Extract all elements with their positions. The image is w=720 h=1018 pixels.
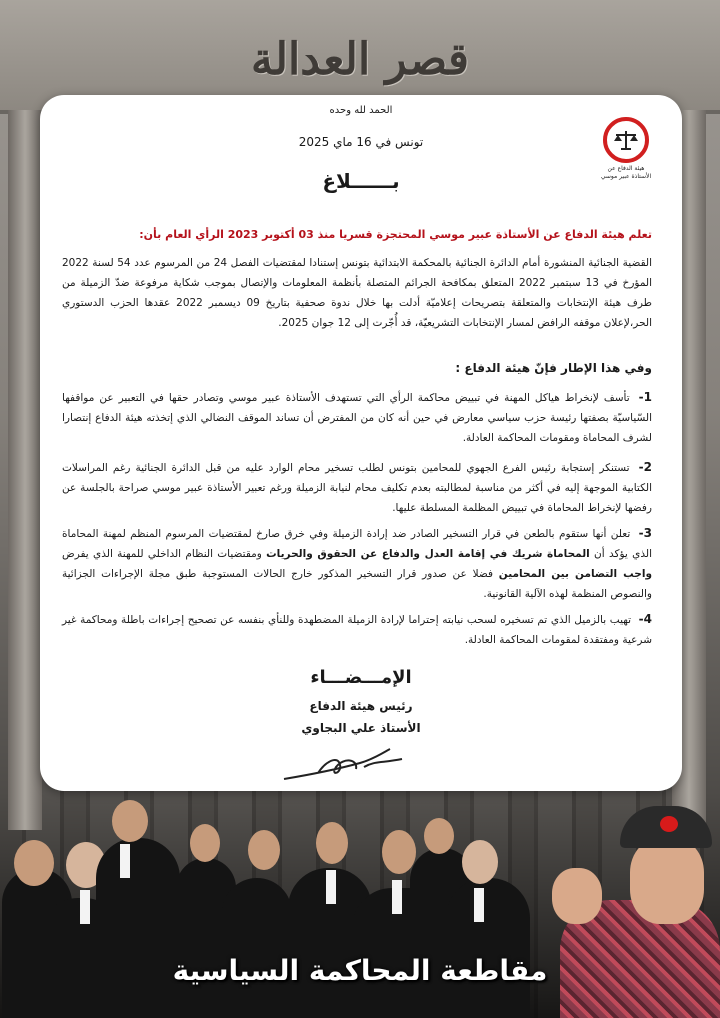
paragraph-case: القضية الجنائية المنشورة أمام الدائرة الجنائية بالمحكمة الابتدائية بتونس إستنادا لمقتضيات الفصل 24 من المرسوم عدد 54 لسنة 2022 المؤرخ في 13 سبتمبر 2022 المتعلق بمكافحة الجرائم المتصلة بأنظمة المعلومات والإتصال بموجب شكاية مرفوعة ضدّ الزميلة من طرف هيئة الإنتخابات والمتعلقة بتصريحات إعلاميّة أدلت بها خلال ندوة صحفية بتاريخ 09 ديسمبر 2022 عقدها الحزب الدستوري الحر،لإعلان موقفه الرافض لمسار الإنتخابات التشريعيّة، قد أُجّرت إلى 12 جوان 2025.: [62, 257, 653, 329]
woman-portrait-hand: [552, 868, 602, 924]
point-number: 4-: [638, 612, 652, 626]
point-text: فضلا عن صدور قرار التسخير المذكور خارج الحالات المستوجبة طبق مجلة الإجراءات الجزائية والنصوص المنظمة لهذه الآلية القانونية.: [62, 568, 652, 600]
signature-label: الإمـــضـــاء: [310, 667, 412, 688]
figure-collar: [326, 870, 336, 904]
figure: [222, 878, 292, 1018]
figure-head: [462, 840, 498, 884]
basmala: الحمد لله وحده: [329, 105, 393, 116]
figure-head: [190, 824, 220, 862]
point-4: [62, 609, 652, 650]
figure-head: [14, 840, 54, 886]
figure-collar: [120, 844, 130, 878]
cap-patch-icon: [660, 816, 678, 832]
signatory-role: رئيس هيئة الدفاع: [309, 699, 413, 713]
statement-intro: تعلم هيئة الدفاع عن الأستاذة عبير موسي المحتجزة قسريا منذ 03 أكتوبر 2023 الرأي العام بأن:: [139, 228, 652, 241]
handwritten-signature: [278, 745, 408, 789]
figure: [446, 878, 530, 1018]
point-text-bold: المحاماة شريك في إقامة العدل والدفاع عن الحقوق والحريات: [266, 548, 590, 560]
figure: [96, 838, 180, 1018]
point-text-bold: واجب التضامن بين المحامين: [498, 568, 652, 580]
logo-caption: هيئة الدفاع عن الأستاذة عبير موسي: [600, 165, 652, 180]
court-engraving: قصر العدالة: [251, 34, 469, 85]
point-number: 2-: [638, 460, 653, 474]
point-text: تهيب بالزميل الذي تم تسخيره لسحب نيابته إحتراما لإرادة الزميلة المضطهدة وللنأي بنفسه عن تصحيح إجراءات باطلة ومحاكمة غير شرعية ومفتقدة لمقومات المحاكمة العادلة.: [62, 614, 652, 646]
woman-portrait-face: [630, 838, 704, 924]
point-text: ومقتضيات النظام الداخلي للمهنة الذي يفرض: [62, 548, 267, 560]
context-heading: وفي هذا الإطار فإنّ هيئة الدفاع :: [455, 361, 652, 375]
statement-card: [40, 95, 682, 791]
statement-date: تونس في 16 ماي 2025: [298, 135, 424, 149]
point-2: [62, 457, 652, 518]
figure-collar: [80, 890, 90, 924]
figure-head: [424, 818, 454, 854]
figure-collar: [392, 880, 402, 914]
point-1: [62, 387, 652, 448]
figure-head: [382, 830, 416, 874]
figure-collar: [474, 888, 484, 922]
statement-title: بــــــلاغ: [322, 169, 400, 193]
figure-head: [316, 822, 348, 864]
point-text: تأسف لإنخراط هياكل المهنة في تبييض محاكمة الرأي التي تستهدف الأستاذة عبير موسي وتصادر حقها في التعبير عن مواقفها السّياسيّة بصفتها رئيسة حزب سياسي معارض في حين أنه كان من المفترض أن تساند الموقف النضالي الذي إتخذته هيئة الدفاع إنتصارا لشرف المحاماة ومقومات المحاكمة العادلة.: [62, 392, 652, 444]
point-number: 1-: [638, 390, 652, 404]
boycott-slogan: مقاطعة المحاكمة السياسية: [172, 954, 548, 987]
point-text: تستنكر إستجابة رئيس الفرع الجهوي للمحامين بتونس لطلب تسخير محام الوارد عليه من قبل الدائرة الجنائية رغم المراسلات الكتابية الموجهة إليه في أكثر من مناسبة لمطالبته بعدم تكليف محام لنيابة الزميلة ورغم تعبير الأستاذة عبير موسي صراحة بالجلسة عن رفضها لإنخراط المحاماة في تبييض المظلمة المسلطة عليها.: [62, 462, 652, 514]
column-left: [8, 110, 42, 830]
point-text: تعلن أنها ستقوم بالطعن في قرار التسخير الصادر ضد إرادة الزميلة وفي خرق صارخ لمقتضيات المرسوم المنظم لمهنة المحاماة الذي يؤكد أن: [62, 528, 652, 560]
figure-head: [248, 830, 280, 870]
point-number: 3-: [638, 526, 652, 540]
figure-head: [112, 800, 148, 842]
signatory-name: الأستاذ علي البجاوي: [301, 721, 421, 735]
point-3: [62, 523, 652, 604]
